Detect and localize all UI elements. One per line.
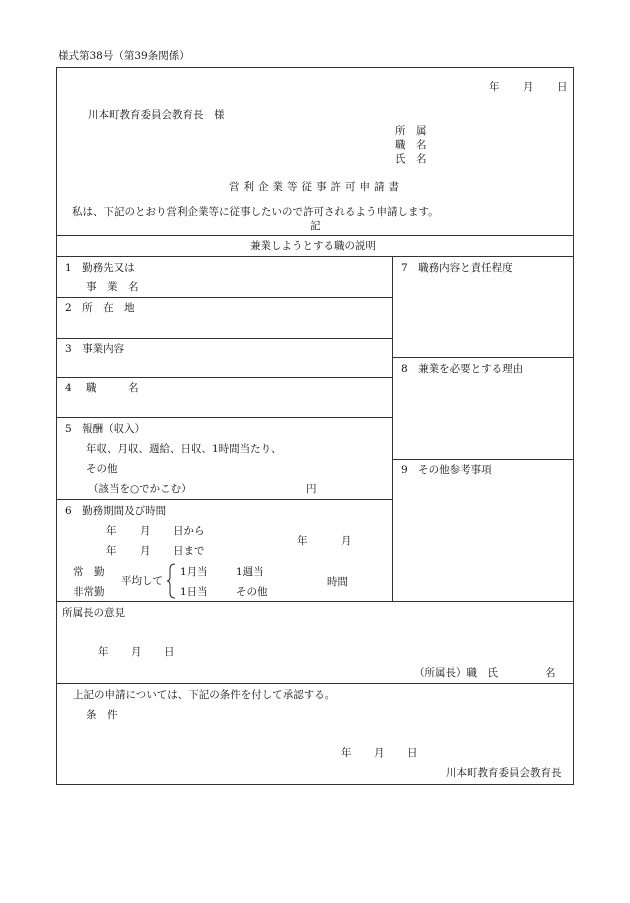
item7-label: 7 職務内容と責任程度 xyxy=(401,262,513,274)
supervisor-month: 月 xyxy=(131,646,142,658)
applicant-position-label: 職 名 xyxy=(395,139,427,151)
form-number: 様式第38号（第39条関係） xyxy=(58,50,190,62)
divider-item8 xyxy=(392,459,574,460)
per-month-label: 1月当 xyxy=(180,566,208,578)
divider-item1 xyxy=(56,297,392,298)
item4-label: 職 名 xyxy=(86,382,139,394)
item4-number: 4 xyxy=(65,382,72,394)
item5-yen: 円 xyxy=(306,483,317,495)
from-month: 月 xyxy=(140,525,151,537)
approval-issuer: 川本町教育委員会教育長 xyxy=(446,767,562,779)
date-year: 年 xyxy=(489,81,500,93)
item6-label: 6 勤務期間及び時間 xyxy=(65,505,167,517)
per-week-label: 1週当 xyxy=(236,566,264,578)
divider-item5 xyxy=(56,499,392,500)
divider-approval xyxy=(56,683,574,684)
jikan-label: 時間 xyxy=(327,576,348,588)
date-day: 日 xyxy=(557,81,568,93)
divider-section-header xyxy=(56,256,574,257)
item9-label: 9 その他参考事項 xyxy=(401,464,492,476)
item2-label: 2 所 在 地 xyxy=(65,302,135,314)
item5-note: （該当を○でかこむ） xyxy=(88,483,192,495)
supervisor-name-label: 名 xyxy=(545,667,556,679)
item8-label: 8 兼業を必要とする理由 xyxy=(401,363,524,375)
to-year: 年 xyxy=(106,545,117,557)
applicant-name-label: 氏 名 xyxy=(395,153,427,165)
divider-item3 xyxy=(56,377,392,378)
approval-text: 上記の申請については、下記の条件を付して承認する。 xyxy=(73,689,336,701)
date-month: 月 xyxy=(523,81,534,93)
hijokin-label: 非常勤 xyxy=(73,586,105,598)
jokin-label: 常 勤 xyxy=(73,566,105,578)
supervisor-signature: （所属長）職 氏 xyxy=(414,667,498,679)
condition-label: 条 件 xyxy=(86,709,118,721)
item5-options: 年収、月収、週給、日収、1時間当たり、 xyxy=(86,443,282,455)
item1-sublabel: 事 業 名 xyxy=(86,281,139,293)
applicant-affiliation-label: 所 属 xyxy=(395,125,427,137)
approval-month: 月 xyxy=(374,747,385,759)
ki-label: 記 xyxy=(310,220,321,232)
divider-item4 xyxy=(56,417,392,418)
divider-supervisor xyxy=(56,601,574,602)
from-day: 日から xyxy=(173,525,205,537)
addressee: 川本町教育委員会教育長 様 xyxy=(88,109,225,121)
period-month: 月 xyxy=(341,535,352,547)
heikin-label: 平均して xyxy=(121,575,163,587)
left-brace-icon xyxy=(166,563,176,599)
supervisor-label: 所属長の意見 xyxy=(62,607,125,619)
section-header: 兼業しようとする職の説明 xyxy=(250,240,376,252)
divider-item7 xyxy=(392,357,574,358)
supervisor-year: 年 xyxy=(98,646,109,658)
column-divider xyxy=(392,256,393,601)
divider-item2 xyxy=(56,338,392,339)
document-title: 営利企業等従事許可申請書 xyxy=(229,181,403,193)
to-month: 月 xyxy=(140,545,151,557)
declaration-text: 私は、下記のとおり営利企業等に従事したいので許可されるよう申請します。 xyxy=(72,206,439,218)
divider-section-top xyxy=(56,235,574,236)
approval-year: 年 xyxy=(341,747,352,759)
approval-day: 日 xyxy=(407,747,418,759)
sonota-label: その他 xyxy=(236,586,268,598)
to-day: 日まで xyxy=(173,545,205,557)
item5-other: その他 xyxy=(86,463,118,475)
item1-label: 1 勤務先又は xyxy=(65,262,135,274)
per-day-label: 1日当 xyxy=(180,586,208,598)
supervisor-day: 日 xyxy=(164,646,175,658)
item5-label: 5 報酬（収入） xyxy=(65,423,146,435)
from-year: 年 xyxy=(106,525,117,537)
period-year: 年 xyxy=(297,535,308,547)
item3-label: 3 事業内容 xyxy=(65,343,125,355)
